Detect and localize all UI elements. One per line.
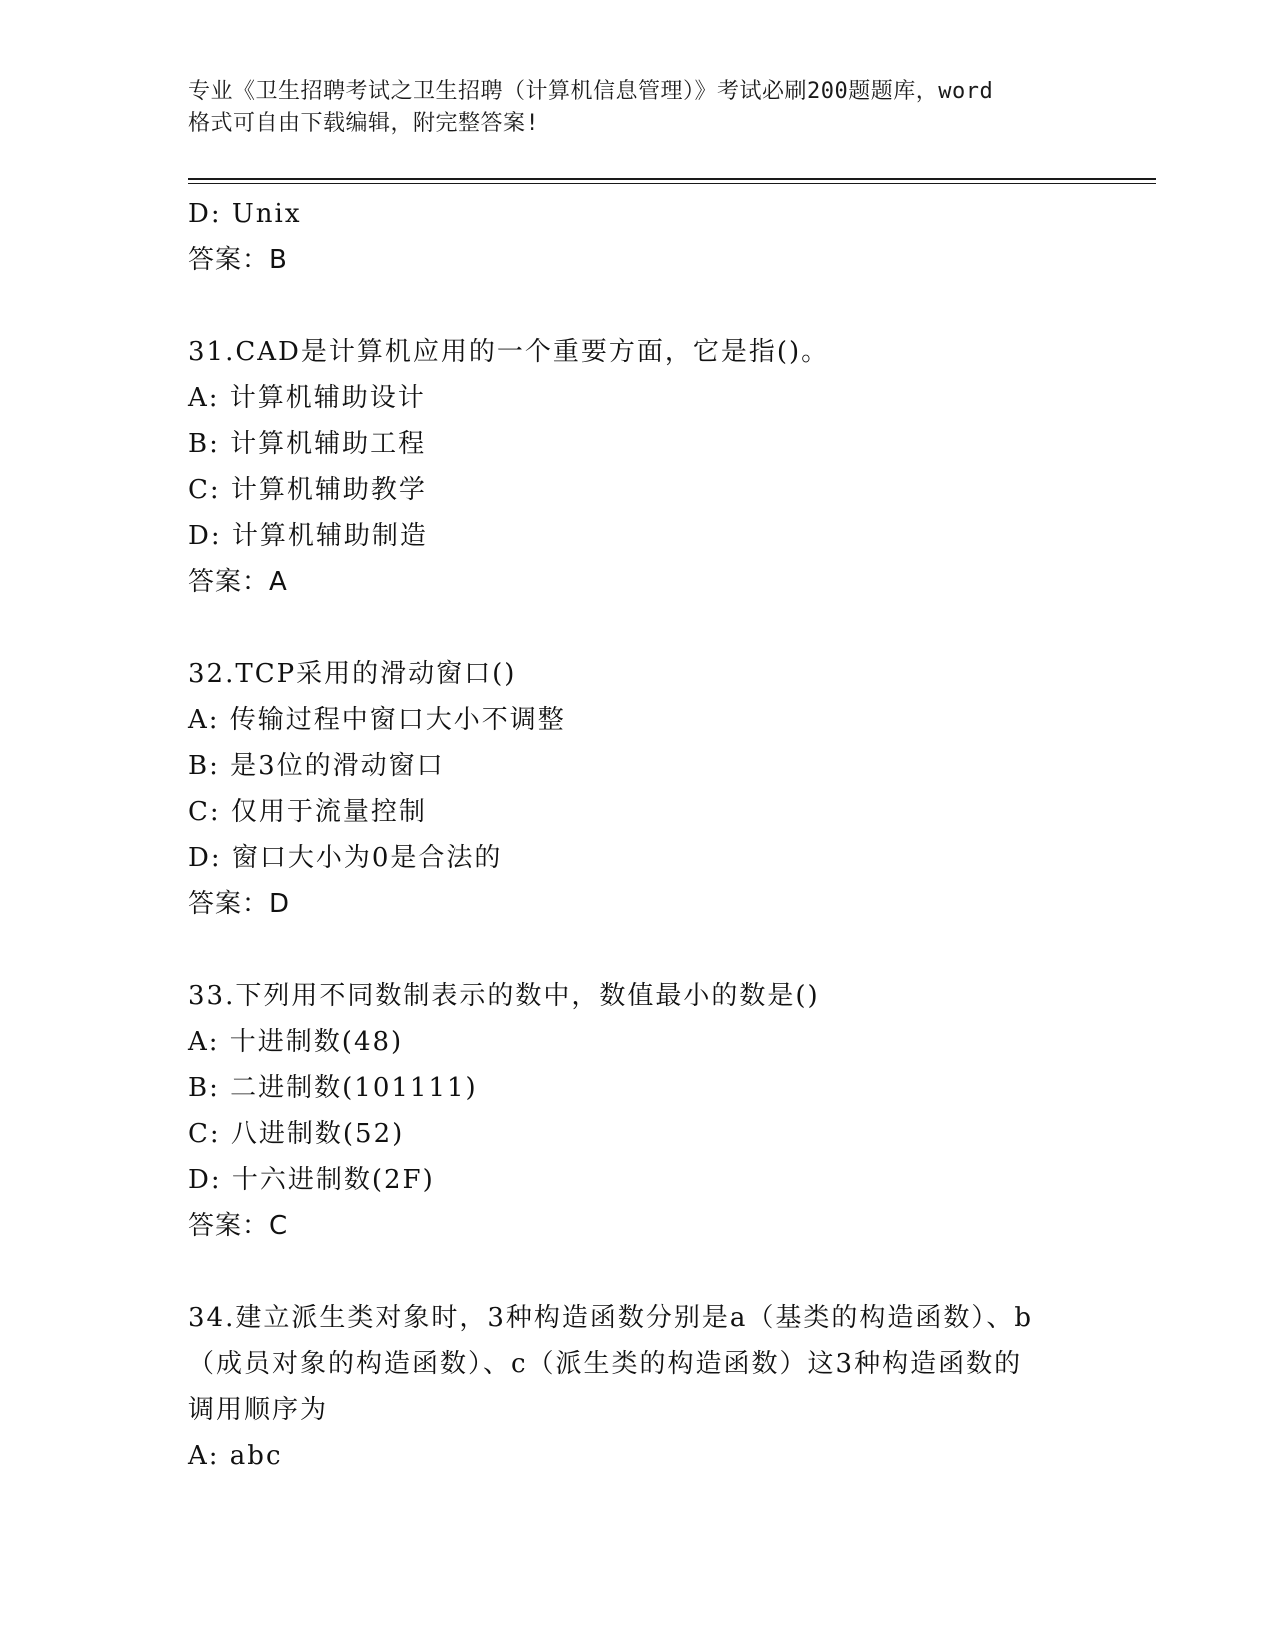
option-a: A: 传输过程中窗口大小不调整 xyxy=(188,705,566,735)
question-31 xyxy=(188,329,1088,605)
question-stem-line-3: 调用顺序为 xyxy=(188,1395,329,1425)
answer: 答案：B xyxy=(188,245,288,275)
option-a: A: 十进制数(48) xyxy=(188,1027,404,1057)
spacer xyxy=(188,1249,1088,1295)
question-stem-line-1: 34.建立派生类对象时，3种构造函数分别是a（基类的构造函数）、b xyxy=(188,1303,1034,1333)
answer: 答案：A xyxy=(188,567,288,597)
header-line-2: 格式可自由下载编辑，附完整答案! xyxy=(188,111,540,136)
spacer xyxy=(188,605,1088,651)
question-stem: 31.CAD是计算机应用的一个重要方面，它是指()。 xyxy=(188,337,830,367)
option-c: C: 计算机辅助教学 xyxy=(188,475,427,505)
question-34 xyxy=(188,1295,1088,1479)
option-c: C: 仅用于流量控制 xyxy=(188,797,427,827)
option-d: D: 窗口大小为0是合法的 xyxy=(188,843,503,873)
option-d: D: 十六进制数(2F) xyxy=(188,1165,435,1195)
question-stem: 33.下列用不同数制表示的数中，数值最小的数是() xyxy=(188,981,820,1011)
question-33 xyxy=(188,973,1088,1249)
answer: 答案：C xyxy=(188,1211,289,1241)
header-line-1: 专业《卫生招聘考试之卫生招聘（计算机信息管理）》考试必刷200题题库，word xyxy=(188,79,994,104)
question-stem-line-2: （成员对象的构造函数）、c（派生类的构造函数）这3种构造函数的 xyxy=(188,1349,1023,1379)
header-divider-thin xyxy=(188,183,1156,184)
question-32 xyxy=(188,651,1088,927)
option-b: B: 计算机辅助工程 xyxy=(188,429,427,459)
answer: 答案：D xyxy=(188,889,291,919)
document-body xyxy=(188,191,1088,1479)
option-d: D: Unix xyxy=(188,199,302,229)
document-header xyxy=(188,76,1088,140)
spacer xyxy=(188,927,1088,973)
option-c: C: 八进制数(52) xyxy=(188,1119,405,1149)
option-a: A: abc xyxy=(188,1441,283,1471)
option-b: B: 二进制数(101111) xyxy=(188,1073,478,1103)
header-divider-thick xyxy=(188,178,1156,180)
previous-question-tail xyxy=(188,191,1088,283)
spacer xyxy=(188,283,1088,329)
option-b: B: 是3位的滑动窗口 xyxy=(188,751,445,781)
option-d: D: 计算机辅助制造 xyxy=(188,521,428,551)
option-a: A: 计算机辅助设计 xyxy=(188,383,426,413)
question-stem: 32.TCP采用的滑动窗口() xyxy=(188,659,517,689)
